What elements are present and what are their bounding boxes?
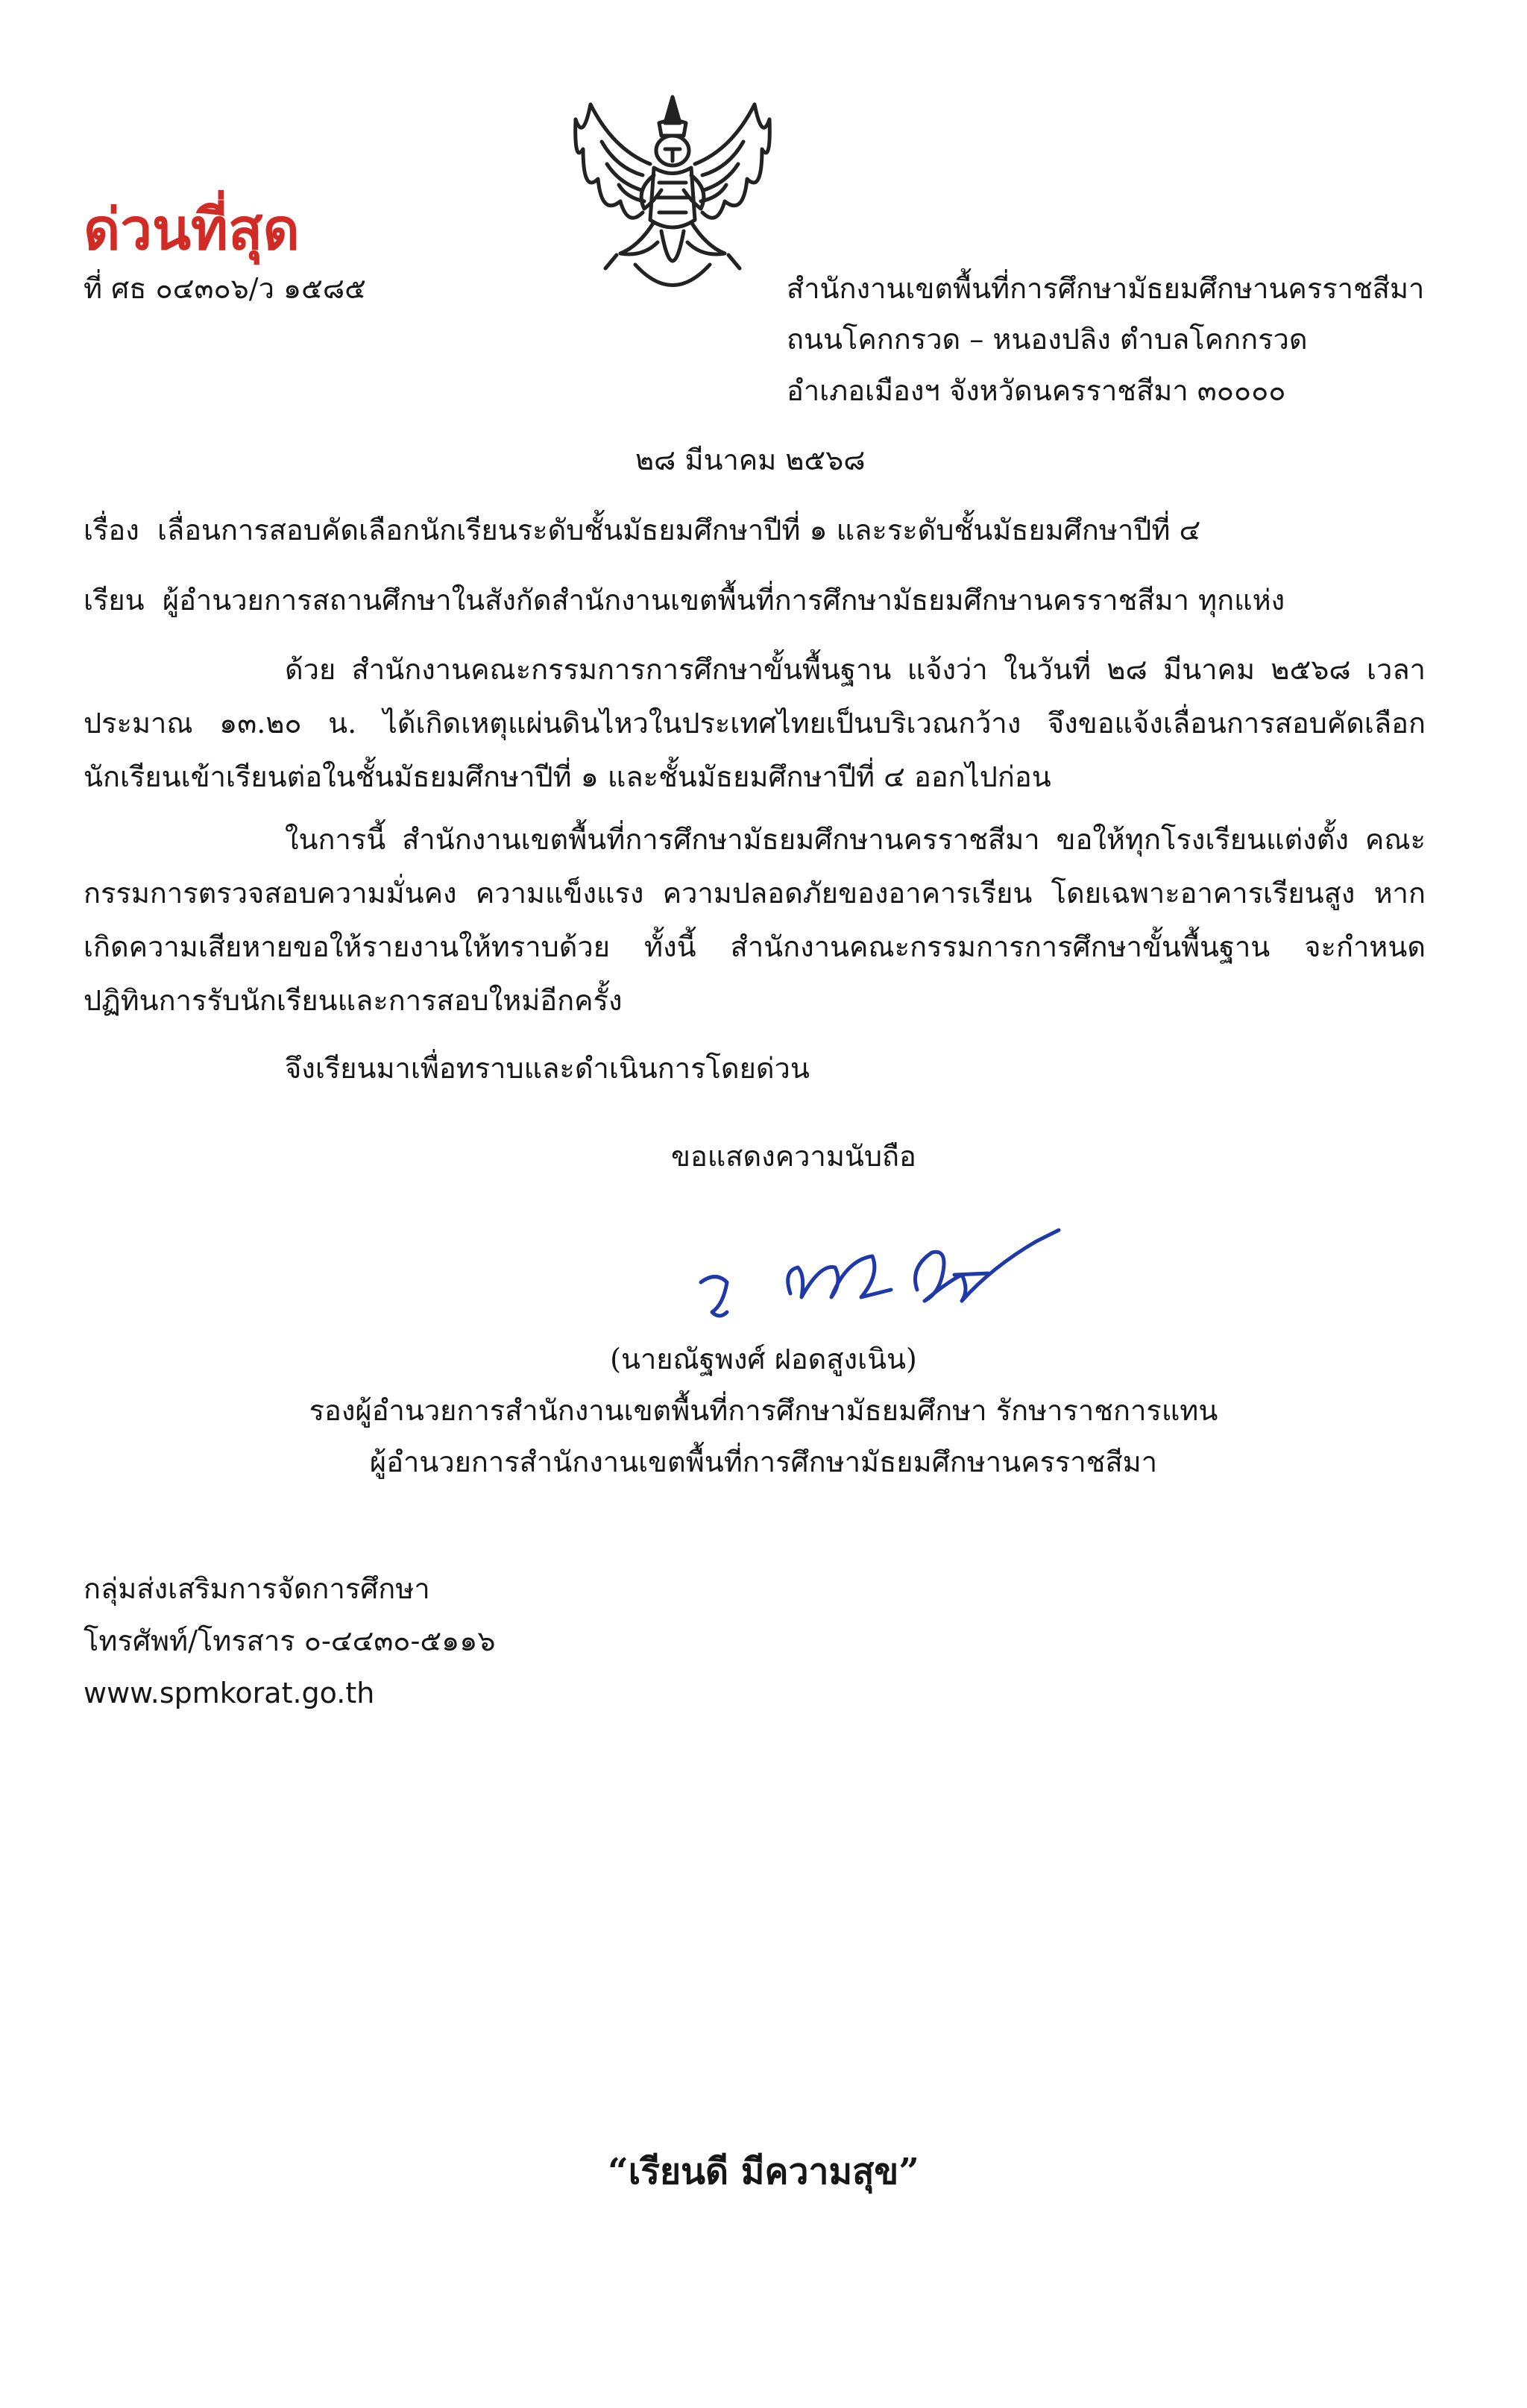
address-line-1: สำนักงานเขตพื้นที่การศึกษามัธยมศึกษานครราชสีมา: [787, 272, 1425, 305]
subject-label: เรื่อง: [84, 514, 139, 546]
urgency-label: ด่วนที่สุด: [84, 196, 300, 262]
regards: ขอแสดงความนับถือ: [671, 1140, 916, 1173]
recipient-label: เรียน: [84, 584, 145, 617]
paragraph-1: [84, 643, 1426, 804]
signer-name: (นายณัฐพงศ์ ฝอดสูงเนิน): [610, 1343, 917, 1375]
recipient-text: ผู้อำนวยการสถานศึกษาในสังกัดสำนักงานเขตพื้นที่การศึกษามัธยมศึกษานครราชสีมา ทุกแห่ง: [162, 584, 1285, 617]
footer-department: กลุ่มส่งเสริมการจัดการศึกษา: [84, 1572, 430, 1605]
signature-image: [693, 1200, 1066, 1334]
recipient-line: [84, 584, 1285, 617]
reference-number: ที่ ศธ ๐๔๓๐๖/ว ๑๕๘๕: [84, 272, 366, 305]
address-line-2: ถนนโคกกรวด – หนองปลิง ตำบลโคกกรวด: [787, 323, 1308, 356]
address-line-3: อำเภอเมืองฯ จังหวัดนครราชสีมา ๓๐๐๐๐: [787, 374, 1286, 407]
signer-title-2: ผู้อำนวยการสำนักงานเขตพื้นที่การศึกษามัธยมศึกษานครราชสีมา: [369, 1446, 1158, 1478]
footer-phone: โทรศัพท์/โทรสาร ๐-๔๔๓๐-๕๑๑๖: [84, 1624, 496, 1657]
subject-text: เลื่อนการสอบคัดเลือกนักเรียนระดับชั้นมัธยมศึกษาปีที่ ๑ และระดับชั้นมัธยมศึกษาปีที่ ๔: [157, 514, 1201, 546]
garuda-emblem-icon: [561, 89, 784, 306]
paragraph-1-text: ด้วย สำนักงานคณะกรรมการการศึกษาขั้นพื้นฐาน แจ้งว่า ในวันที่ ๒๘ มีนาคม ๒๕๖๘ เวลา ประมาณ ๑๓.๒๐ น. ได้เกิดเหตุแผ่นดินไหวในประเทศไทยเป็นบริเวณกว้าง จึงขอแจ้งเลื่อนการสอบคัดเลือก นักเรียนเข้าเรียนต่อในชั้นมัธยมศึกษาปีที่ ๑ และชั้นมัธยมศึกษาปีที่ ๔ ออกไปก่อน: [84, 653, 1426, 793]
footer-website: www.spmkorat.go.th: [84, 1677, 375, 1709]
paragraph-2-text: ในการนี้ สำนักงานเขตพื้นที่การศึกษามัธยมศึกษานครราชสีมา ขอให้ทุกโรงเรียนแต่งตั้ง คณะกรรมการตรวจสอบความมั่นคง ความแข็งแรง ความปลอดภัยของอาคารเรียน โดยเฉพาะอาคารเรียนสูง หากเกิดความเสียหายขอให้รายงานให้ทราบด้วย ทั้งนี้ สำนักงานคณะกรรมการการศึกษาขั้นพื้นฐาน จะกำหนด ปฏิทินการรับนักเรียนและการสอบใหม่อีกครั้ง: [84, 823, 1426, 1017]
paragraph-2: [84, 813, 1426, 1027]
slogan: “เรียนดี มีความสุข”: [608, 2151, 919, 2193]
subject-line: [84, 514, 1200, 547]
letter-date: ๒๘ มีนาคม ๒๕๖๘: [635, 444, 866, 476]
signer-title-1: รองผู้อำนวยการสำนักงานเขตพื้นที่การศึกษามัธยมศึกษา รักษาราชการแทน: [309, 1394, 1218, 1427]
closing-request: จึงเรียนมาเพื่อทราบและดำเนินการโดยด่วน: [285, 1052, 810, 1085]
